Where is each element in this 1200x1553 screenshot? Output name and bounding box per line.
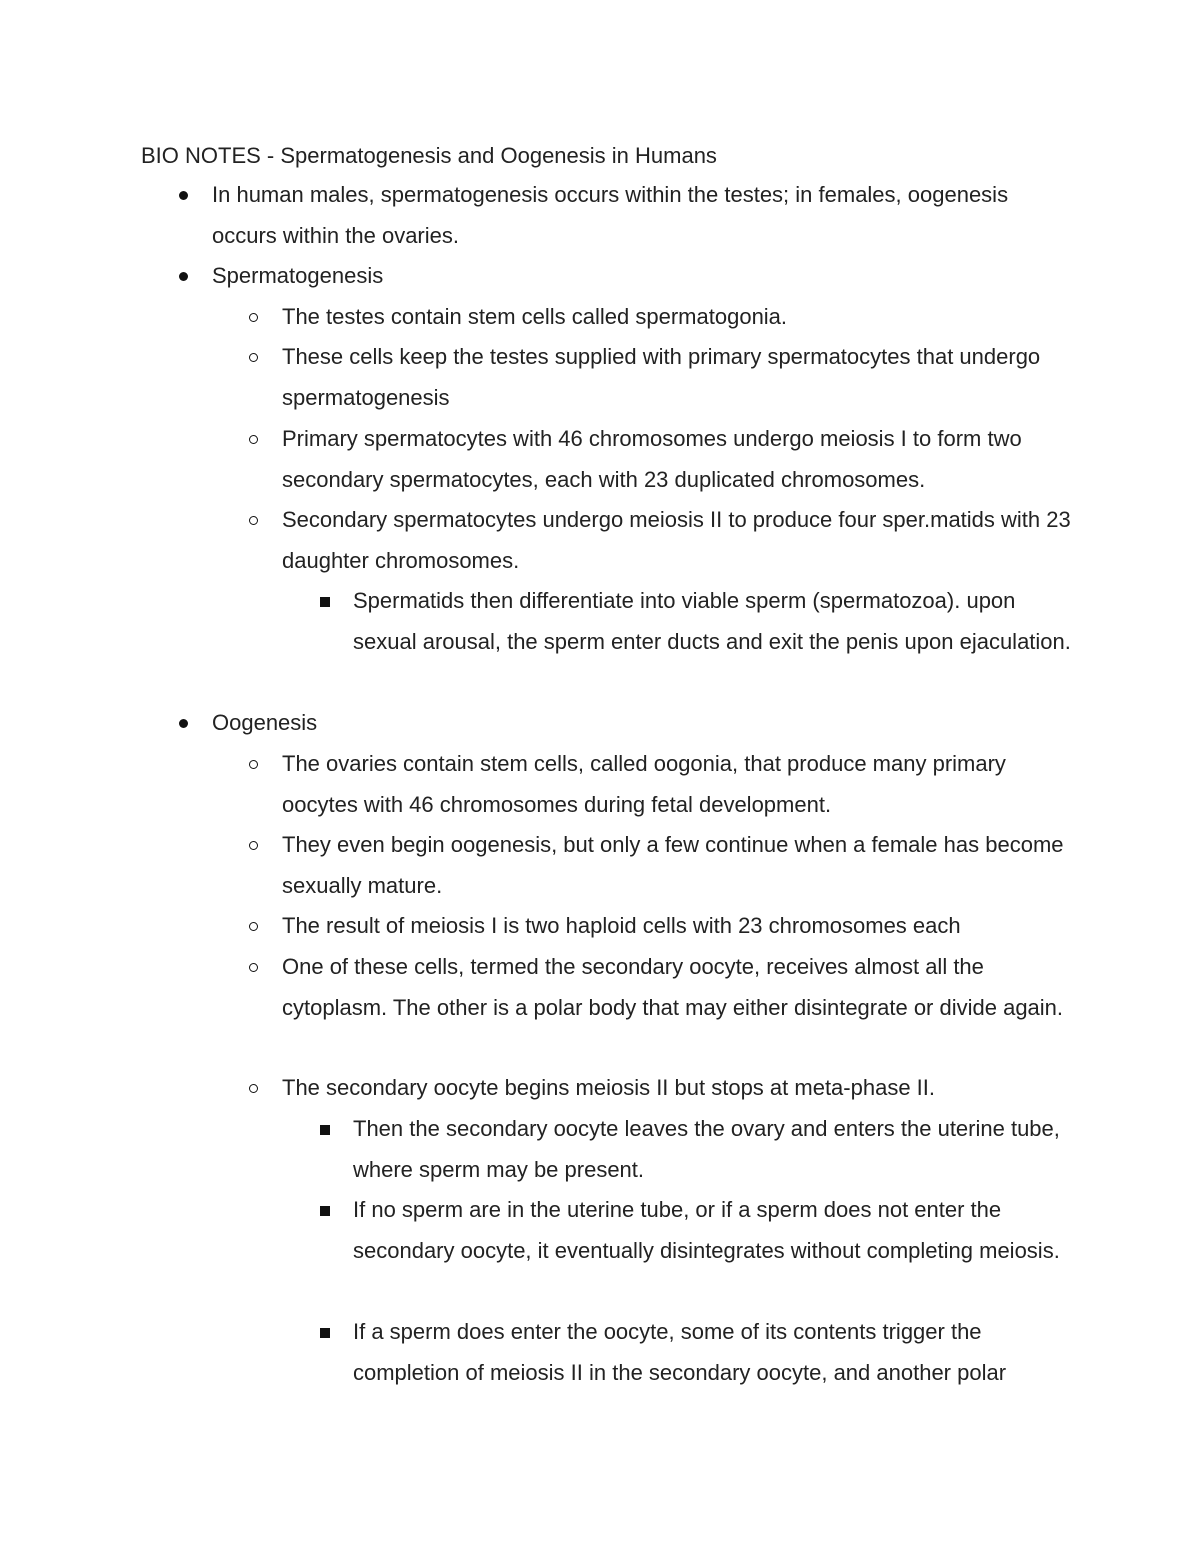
list-item: [353, 1109, 1073, 1190]
list-item: [212, 256, 1052, 297]
hollow-circle-bullet-icon: [249, 922, 258, 931]
list-item: [212, 175, 1052, 256]
square-bullet-icon: [320, 1125, 330, 1135]
list-item-text: The result of meiosis I is two haploid cells with 23 chromosomes each: [282, 913, 961, 938]
list-item-text: The ovaries contain stem cells, called oogonia, that produce many primary oocytes with 46 chromosomes during fetal development.: [282, 751, 1006, 817]
list-item-text: Primary spermatocytes with 46 chromosomes undergo meiosis I to form two secondary spermatocytes, each with 23 duplicated chromosomes.: [282, 426, 1022, 492]
list-item-text: These cells keep the testes supplied with primary spermatocytes that undergo spermatogenesis: [282, 344, 1041, 410]
filled-circle-bullet-icon: [179, 191, 188, 200]
list-item: [282, 500, 1072, 581]
list-item-text: They even begin oogenesis, but only a few continue when a female has become sexually mature.: [282, 832, 1064, 898]
list-item: [212, 703, 1052, 744]
square-bullet-icon: [320, 1328, 330, 1338]
hollow-circle-bullet-icon: [249, 516, 258, 525]
list-item: [282, 947, 1072, 1028]
list-item-text: If a sperm does enter the oocyte, some of its contents trigger the completion of meiosis II in the secondary oocyte, and another polar: [353, 1319, 1007, 1385]
list-item-text: If no sperm are in the uterine tube, or if a sperm does not enter the secondary oocyte, it eventually disintegrates without completing meiosis.: [353, 1197, 1060, 1263]
list-item-text: Spermatogenesis: [212, 263, 384, 288]
list-item: [282, 297, 1072, 338]
list-item: [282, 744, 1072, 825]
square-bullet-icon: [320, 597, 330, 607]
list-item-text: In human males, spermatogenesis occurs within the testes; in females, oogenesis occurs within the ovaries.: [212, 182, 1009, 248]
list-item: [353, 1312, 1073, 1393]
list-item-text: Then the secondary oocyte leaves the ovary and enters the uterine tube, where sperm may be present.: [353, 1116, 1060, 1182]
list-item-text: The secondary oocyte begins meiosis II but stops at meta-phase II.: [282, 1075, 936, 1100]
list-item-text: The testes contain stem cells called spermatogonia.: [282, 304, 788, 329]
list-item-text: Oogenesis: [212, 710, 318, 735]
list-item: [353, 581, 1073, 662]
list-item: [282, 825, 1072, 906]
hollow-circle-bullet-icon: [249, 313, 258, 322]
hollow-circle-bullet-icon: [249, 963, 258, 972]
filled-circle-bullet-icon: [179, 272, 188, 281]
list-item-text: One of these cells, termed the secondary oocyte, receives almost all the cytoplasm. The other is a polar body that may either disintegrate or divide again.: [282, 954, 1064, 1020]
list-item: [282, 337, 1072, 418]
hollow-circle-bullet-icon: [249, 1084, 258, 1093]
list-item-text: Secondary spermatocytes undergo meiosis II to produce four sper.matids with 23 daughter chromosomes.: [282, 507, 1071, 573]
list-item: [282, 419, 1072, 500]
list-item: [282, 1068, 1072, 1109]
list-item: [353, 1190, 1073, 1271]
hollow-circle-bullet-icon: [249, 760, 258, 769]
filled-circle-bullet-icon: [179, 719, 188, 728]
hollow-circle-bullet-icon: [249, 435, 258, 444]
document-title: BIO NOTES - Spermatogenesis and Oogenesis in Humans: [141, 143, 717, 168]
square-bullet-icon: [320, 1206, 330, 1216]
list-item: [282, 906, 1072, 947]
hollow-circle-bullet-icon: [249, 353, 258, 362]
hollow-circle-bullet-icon: [249, 841, 258, 850]
list-item-text: Spermatids then differentiate into viable sperm (spermatozoa). upon sexual arousal, the sperm enter ducts and exit the penis upon ejaculation.: [353, 588, 1071, 654]
